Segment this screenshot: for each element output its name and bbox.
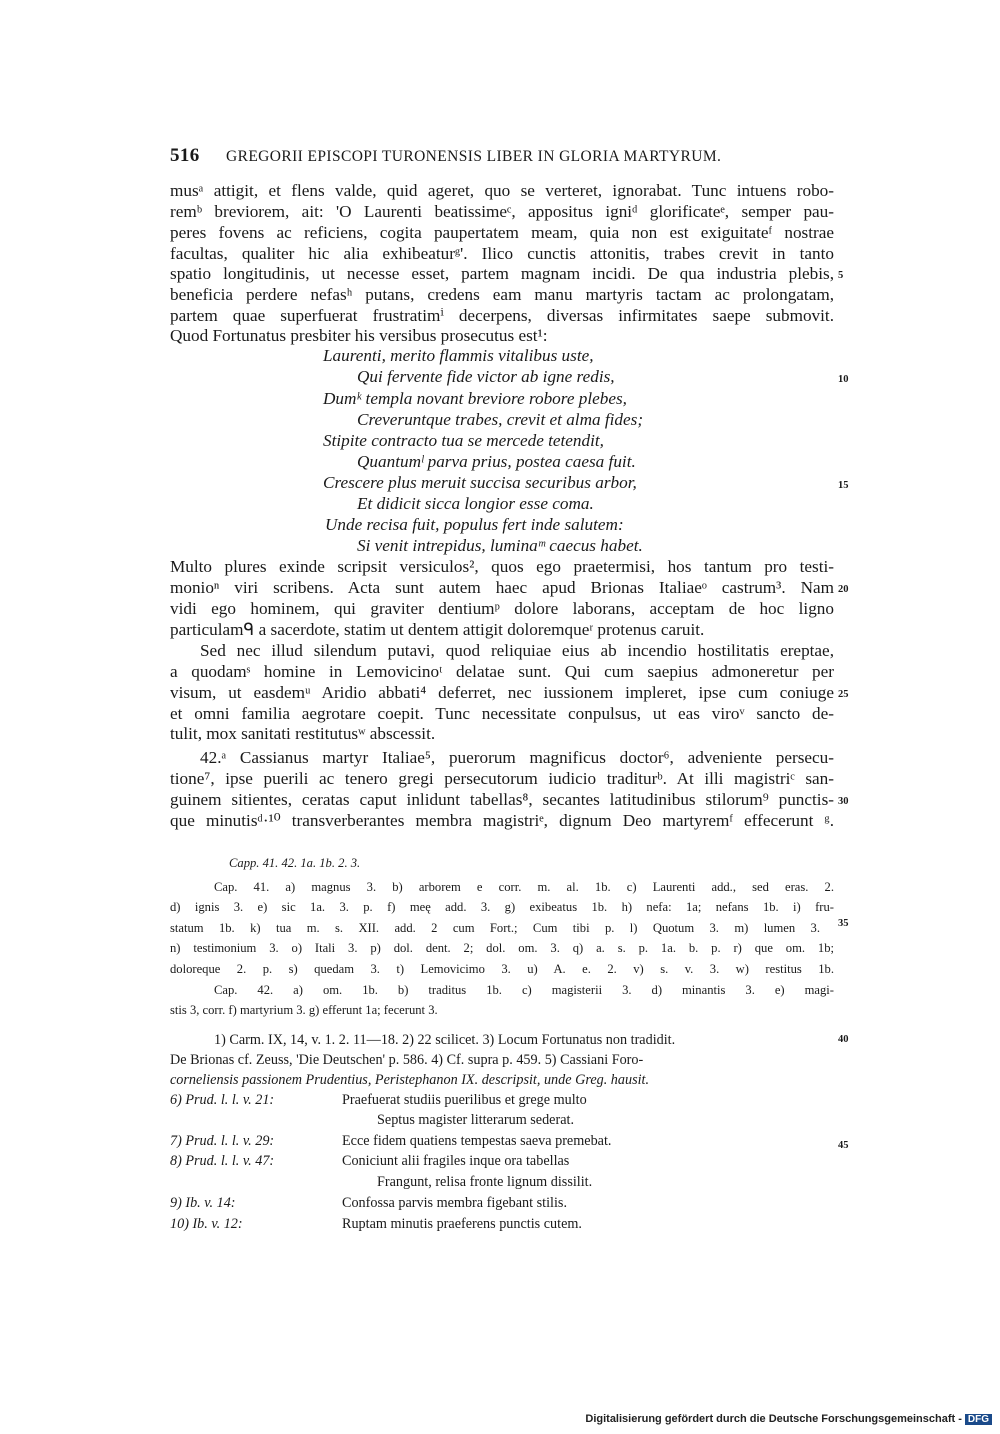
digitization-credit [585,1413,992,1425]
text-line: facultas, qualiter hic alia exhibeaturᵍ'. Ilico cunctis attonitis, trabes crevit in tanto [170,244,834,263]
text-line: visum, ut easdemᵘ Aridio abbati⁴ deferret, nec iussionem impleret, ipse cum coniuge [170,683,834,702]
text-line: Multo plures exinde scripsit versiculos², quos ego praetermisi, hos tantum pro testi- [170,557,834,576]
text-line: monioⁿ viri scribens. Acta sunt autem haec apud Brionas Italiaeᵒ castrum³. Nam [170,578,834,597]
verse-line: Crescere plus meruit succisa securibus arbor, [323,473,637,492]
verse-line: Quantumˡ parva prius, postea caesa fuit. [357,452,636,471]
footnote-line: De Brionas cf. Zeuss, 'Die Deutschen' p. 586. 4) Cf. supra p. 459. 5) Cassiani Foro- [170,1052,644,1068]
quote-text: Praefuerat studiis puerilibus et grege multo [342,1092,587,1108]
apparatus-line: statum 1b. k) tua m. s. XII. add. 2 cum Fort.; Cum tibi p. l) Quotum 3. m) lumen 3. [170,921,820,935]
text-line: tione⁷, ipse puerili ac tenero gregi persecutorum iudicio traditurᵇ. At illi magistriᶜ san- [170,769,834,788]
text-line: a quodamˢ homine in Lemovicinoᵗ delatae sunt. Qui cum saepius admoneretur per [170,662,834,681]
page-header [170,145,770,167]
quote-text: Coniciunt alii fragiles inque ora tabellas [342,1153,570,1169]
quote-text: Ruptam minutis praeferens punctis cutem. [342,1216,582,1232]
quote-text: Septus magister litterarum sederat. [377,1112,574,1128]
text-line: guinem sitientes, ceratas caput inlidunt tabellas⁸, secantes latitudinibus stilorum⁹ punctis- [170,790,834,809]
line-number: 35 [838,918,849,929]
running-title: GREGORII EPISCOPI TURONENSIS LIBER IN GLORIA MARTYRUM. [225,148,722,165]
text-line: musᵃ attigit, et flens valde, quid ageret, quo se verteret, ignorabat. Tunc intuens robo- [170,181,834,200]
line-number: 25 [838,689,849,700]
line-number: 15 [838,480,849,491]
verse-line: Si venit intrepidus, luminaᵐ caecus habet. [357,536,643,555]
page-number: 516 [170,145,200,166]
quote-text: Confossa parvis membra figebant stilis. [342,1195,567,1211]
line-number: 45 [838,1140,849,1151]
text-line: tulit, mox sanitati restitutusʷ abscessit. [170,724,436,743]
quote-ref: 9) Ib. v. 14: [170,1195,236,1211]
apparatus-line: Cap. 42. a) om. 1b. b) traditus 1b. c) magisterii 3. d) minantis 3. e) magi- [214,983,834,997]
quote-ref: 6) Prud. l. l. v. 21: [170,1092,275,1108]
line-number: 10 [838,374,849,385]
line-number: 40 [838,1034,849,1045]
verse-line: Dumᵏ templa novant breviore robore plebes, [323,389,627,408]
text-line: peres fovens ac reficiens, cogita paupertatem meam, quia non est exiguitateᶠ nostrae [170,223,834,242]
footnote-line: 1) Carm. IX, 14, v. 1. 2. 11—18. 2) 22 scilicet. 3) Locum Fortunatus non tradidit. [214,1032,676,1048]
quote-text: Frangunt, relisa fronte lignum dissilit. [377,1174,593,1190]
verse-line: Et didicit sicca longior esse coma. [357,494,594,513]
quote-ref: 7) Prud. l. l. v. 29: [170,1133,275,1149]
line-number: 5 [838,270,844,281]
apparatus-line: Cap. 41. a) magnus 3. b) arborem e corr. m. al. 1b. c) Laurenti add., sed eras. 2. [214,880,834,894]
line-number: 20 [838,584,849,595]
line-number: 30 [838,796,849,807]
footnote-line: corneliensis passionem Prudentius, Peristephanon IX. descripsit, unde Greg. hausit. [170,1072,650,1088]
text-line: spatio longitudinis, ut necesse esset, partem magnam incidi. De qua industria plebis, [170,264,834,283]
credit-text: Digitalisierung gefördert durch die Deutsche Forschungsgemeinschaft - [585,1413,962,1425]
text-line: que minutisᵈ·¹⁰ transverberantes membra magistriᵉ, dignum Deo martyremᶠ effecerunt ᵍ. [170,811,834,830]
apparatus-line: stis 3, corr. f) martyrium 3. g) efferunt 1a; fecerunt 3. [170,1003,438,1017]
quote-ref: 8) Prud. l. l. v. 47: [170,1153,275,1169]
apparatus-line: n) testimonium 3. o) Itali 3. p) dol. dent. 2; dol. om. 3. q) a. s. p. 1a. b. p. r) que om. 1b; [170,941,834,955]
text-line: Sed nec illud silendum putavi, quod reliquiae eius ab incendio hostilitatis ereptae, [200,641,834,660]
apparatus-heading: Capp. 41. 42. 1a. 1b. 2. 3. [229,856,361,870]
text-line: particulamᑫ a sacerdote, statim ut dentem attigit doloremqueʳ protenus caruit. [170,620,705,639]
verse-line: Stipite contracto tua se mercede tetendit, [323,431,604,450]
quote-text: Ecce fidem quatiens tempestas saeva premebat. [342,1133,612,1149]
text-line: remᵇ breviorem, ait: 'O Laurenti beatissimeᶜ, appositus igniᵈ glorificateᵉ, semper pau- [170,202,834,221]
text-line: vidi ego hominem, qui graviter dentiumᵖ dolore laborans, acceptam de hoc ligno [170,599,834,618]
text-line: partem quae superfuerat frustratimⁱ decerpens, diversas infirmitates saepe submovit. [170,306,834,325]
text-line: Quod Fortunatus presbiter his versibus prosecutus est¹: [170,326,548,345]
apparatus-line: d) ignis 3. e) sic 1a. 3. p. f) meę add. 3. g) exibeatus 1b. h) nefa: 1a; nefans 1b. i) fru- [170,900,834,914]
verse-line: Qui fervente fide victor ab igne redis, [357,367,615,386]
text-line: et omni familia aegrotare coepit. Tunc necessitate conpulsus, ut eas viroᵛ sancto de- [170,704,834,723]
text-line: 42.ᵃ Cassianus martyr Italiae⁵, puerorum magnificus doctor⁶, adveniente persecu- [200,748,834,767]
quote-ref: 10) Ib. v. 12: [170,1216,243,1232]
dfg-logo: DFG [965,1414,992,1425]
verse-line: Creveruntque trabes, crevit et alma fides; [357,410,644,429]
verse-line: Laurenti, merito flammis vitalibus uste, [323,346,594,365]
text-line: beneficia perdere nefasʰ putans, credens eam manu martyris tactam ac prolongatam, [170,285,834,304]
verse-line: Unde recisa fuit, populus fert inde salutem: [325,515,624,534]
apparatus-line: doloreque 2. p. s) quedam 3. t) Lemovicimo 3. u) A. e. 2. v) s. v. 3. w) restitus 1b. [170,962,834,976]
